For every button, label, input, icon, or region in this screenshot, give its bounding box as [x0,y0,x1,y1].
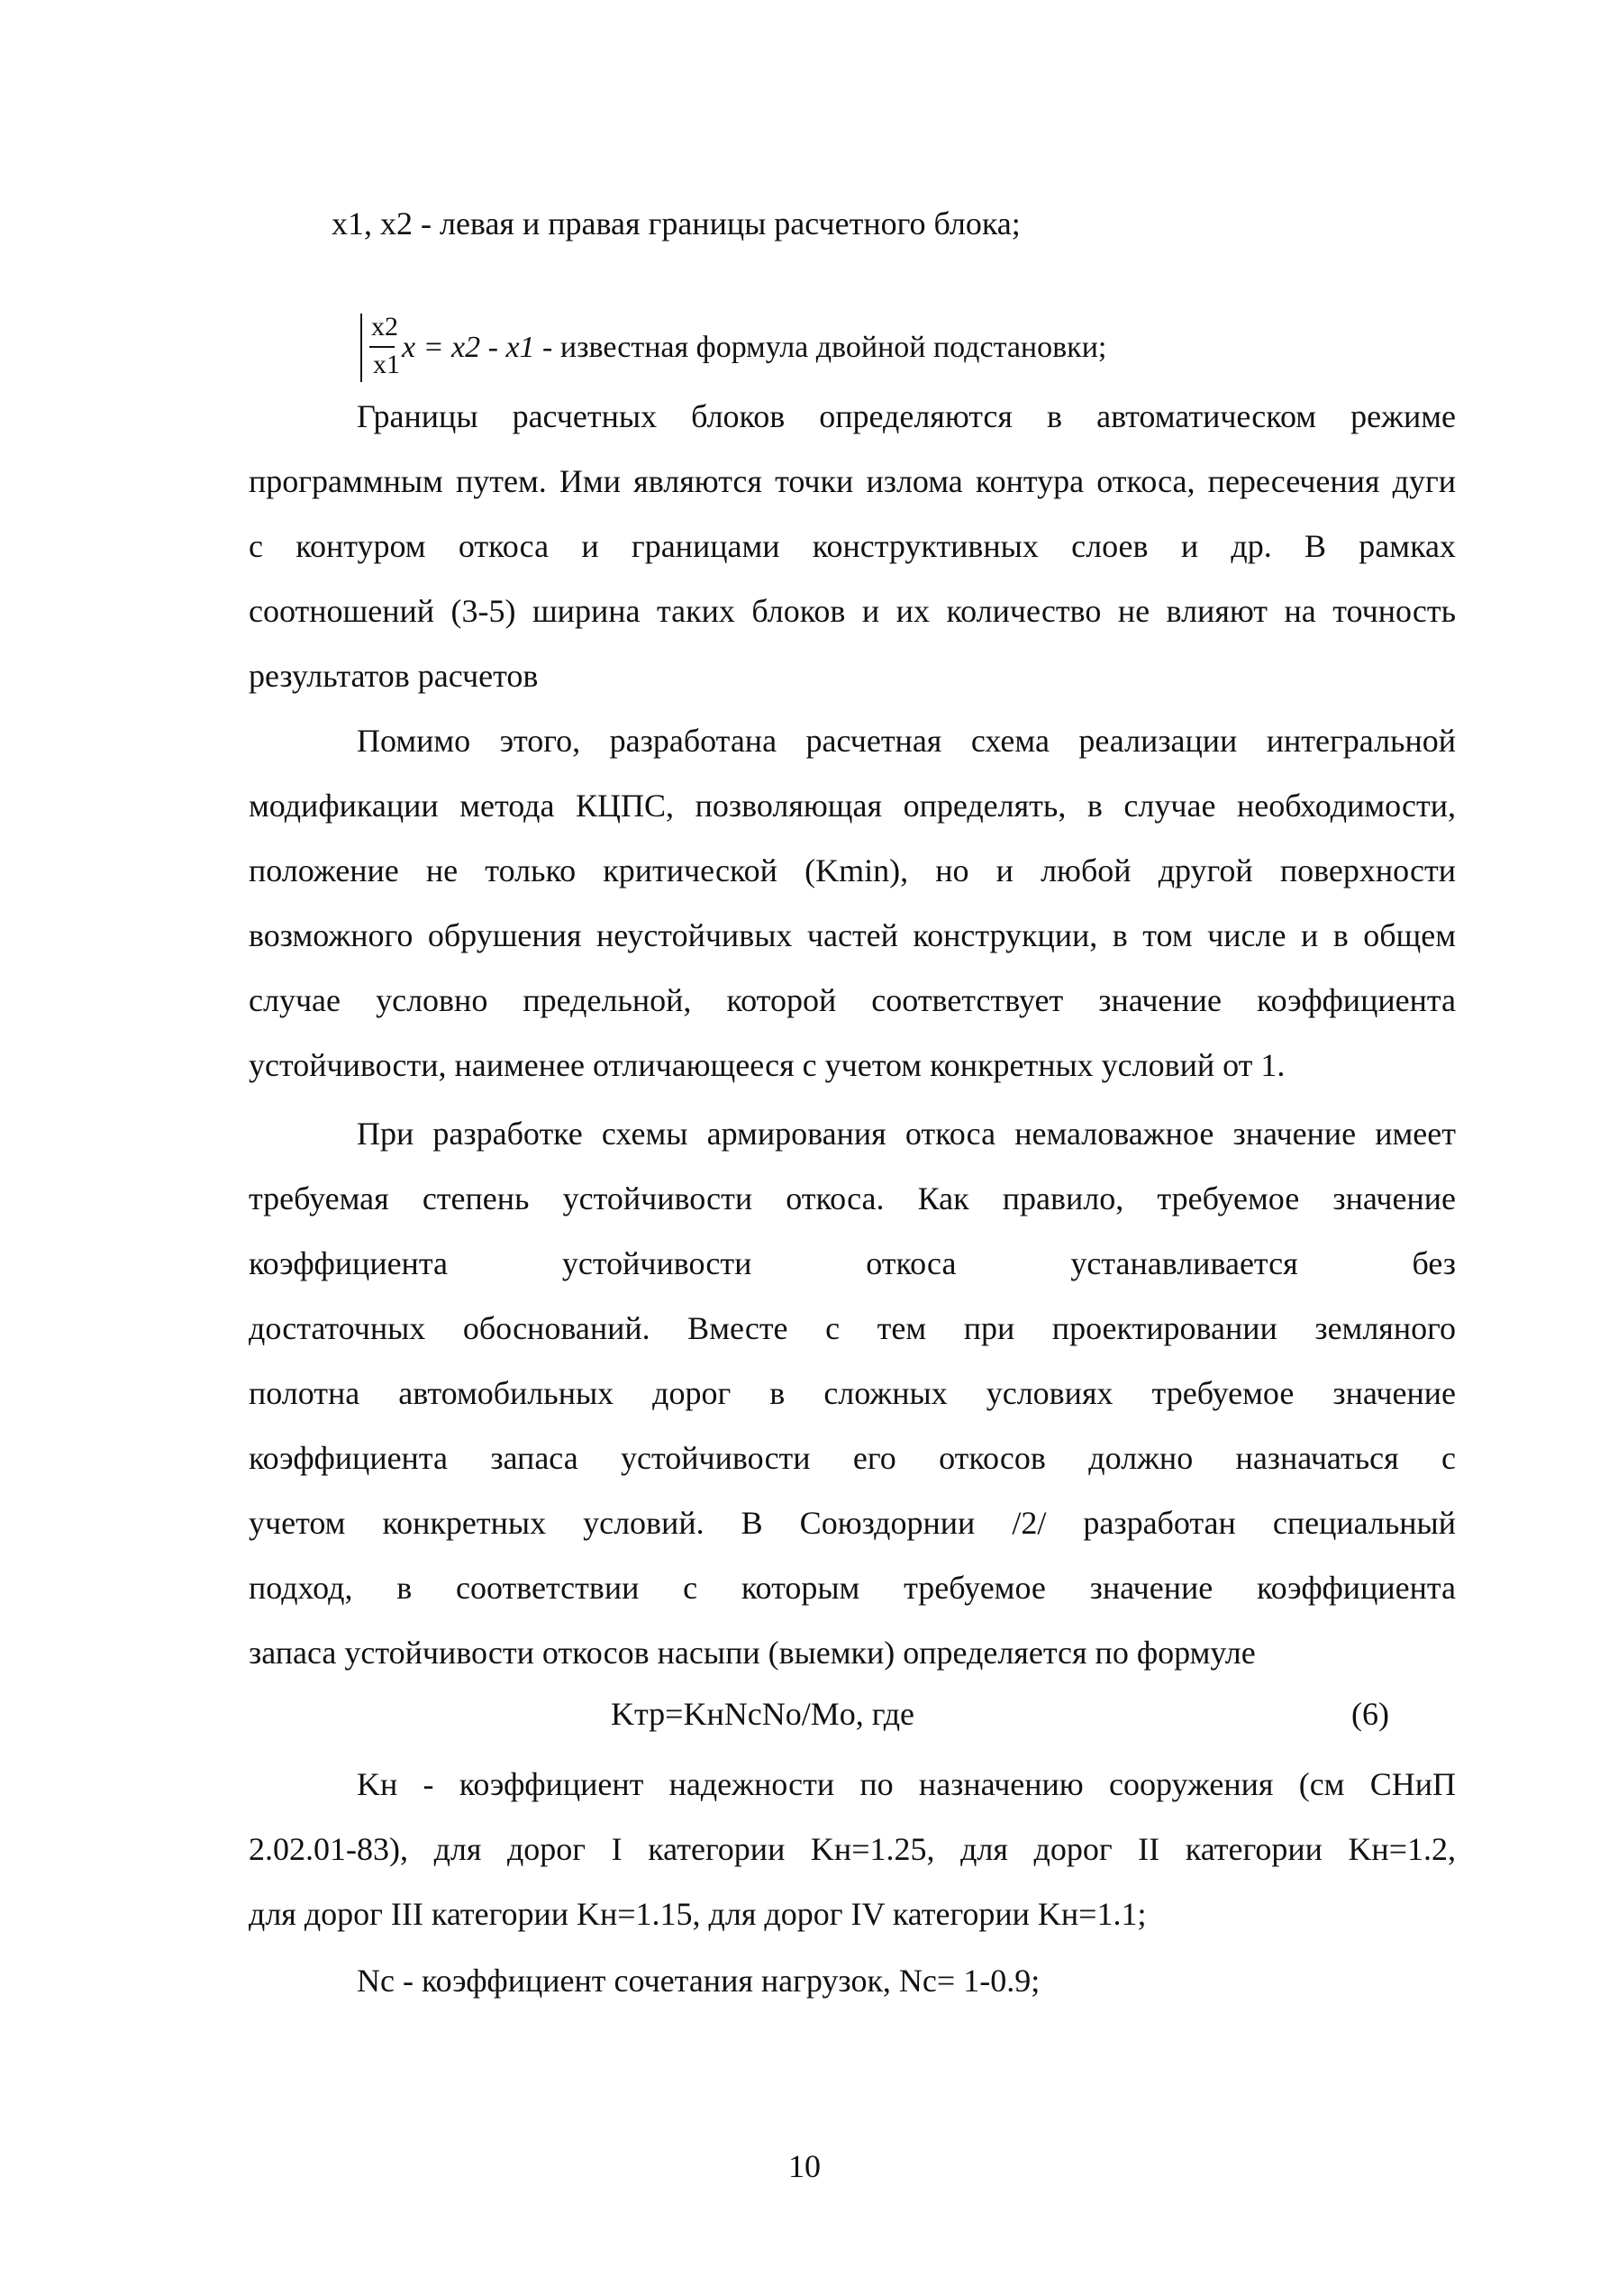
substitution-expression-line [402,330,1106,366]
p1-line-2: программным путем. Ими являются точки излома контура откоса, пересечения дуги [249,463,1456,499]
p3-line-6: коэффициента запаса устойчивости его откосов должно назначаться с [249,1440,1456,1476]
p1-line-3: с контуром откоса и границами конструктивных слоев и др. В рамках [249,528,1456,564]
p3-line-2: требуемая степень устойчивости откоса. Как правило, требуемое значение [249,1180,1456,1216]
nc-line: Nc - коэффициент сочетания нагрузок, Nc= 1-0.9; [357,1963,1041,1999]
p2-line-3: положение не только критической (Kmin), но и любой другой поверхности [249,852,1456,888]
substitution-formula [360,314,1351,382]
fraction-line [369,346,395,348]
equation-6: Kтр=KнNcNо/Mо, где [611,1696,914,1732]
p4-line-1: Kн - коэффициент надежности по назначению сооружения (см СНиП [357,1766,1456,1802]
equation-6-number: (6) [1351,1696,1389,1732]
p1-line-4: соотношений (3-5) ширина таких блоков и их количество не влияют на точность [249,593,1456,629]
p2-line-2: модификации метода КЦПС, позволяющая определять, в случае необходимости, [249,788,1456,824]
p2-line-6: устойчивости, наименее отличающееся с учетом конкретных условий от 1. [249,1047,1286,1083]
p2-line-4: возможного обрушения неустойчивых частей конструкции, в том числе и в общем [249,917,1456,953]
intro-line: x1, x2 - левая и правая границы расчетного блока; [332,205,1021,241]
p2-line-5: случае условно предельной, которой соответствует значение коэффициента [249,982,1456,1018]
p3-line-9: запаса устойчивости откосов насыпи (выемки) определяется по формуле [249,1635,1256,1671]
p4-line-2: 2.02.01-83), для дорог I категории Kн=1.25, для дорог II категории Kн=1.2, [249,1831,1456,1867]
p3-line-4: достаточных обоснований. Вместе с тем при проектировании земляного [249,1310,1456,1346]
p3-line-3: коэффициента устойчивости откоса устанавливается без [249,1245,1456,1281]
p3-line-7: учетом конкретных условий. В Союздорнии /2/ разработан специальный [249,1505,1456,1541]
p1-line-1: Границы расчетных блоков определяются в автоматическом режиме [357,398,1456,434]
p3-line-1: При разработке схемы армирования откоса немаловажное значение имеет [357,1116,1456,1152]
substitution-upper-limit: x2 [371,312,398,342]
substitution-description: - известная формула двойной подстановки; [542,331,1107,364]
substitution-lower-limit: x1 [373,350,400,379]
substitution-expression: x = x2 - x1 [402,331,535,364]
p1-line-5: результатов расчетов [249,658,539,694]
p2-line-1: Помимо этого, разработана расчетная схема реализации интегральной [357,723,1456,759]
p4-line-3: для дорог III категории Kн=1.15, для дорог IV категории Kн=1.1; [249,1896,1147,1932]
p3-line-5: полотна автомобильных дорог в сложных условиях требуемое значение [249,1375,1456,1411]
substitution-bar [360,314,362,382]
p3-line-8: подход, в соответствии с которым требуемое значение коэффициента [249,1570,1456,1606]
page-number: 10 [788,2148,821,2184]
